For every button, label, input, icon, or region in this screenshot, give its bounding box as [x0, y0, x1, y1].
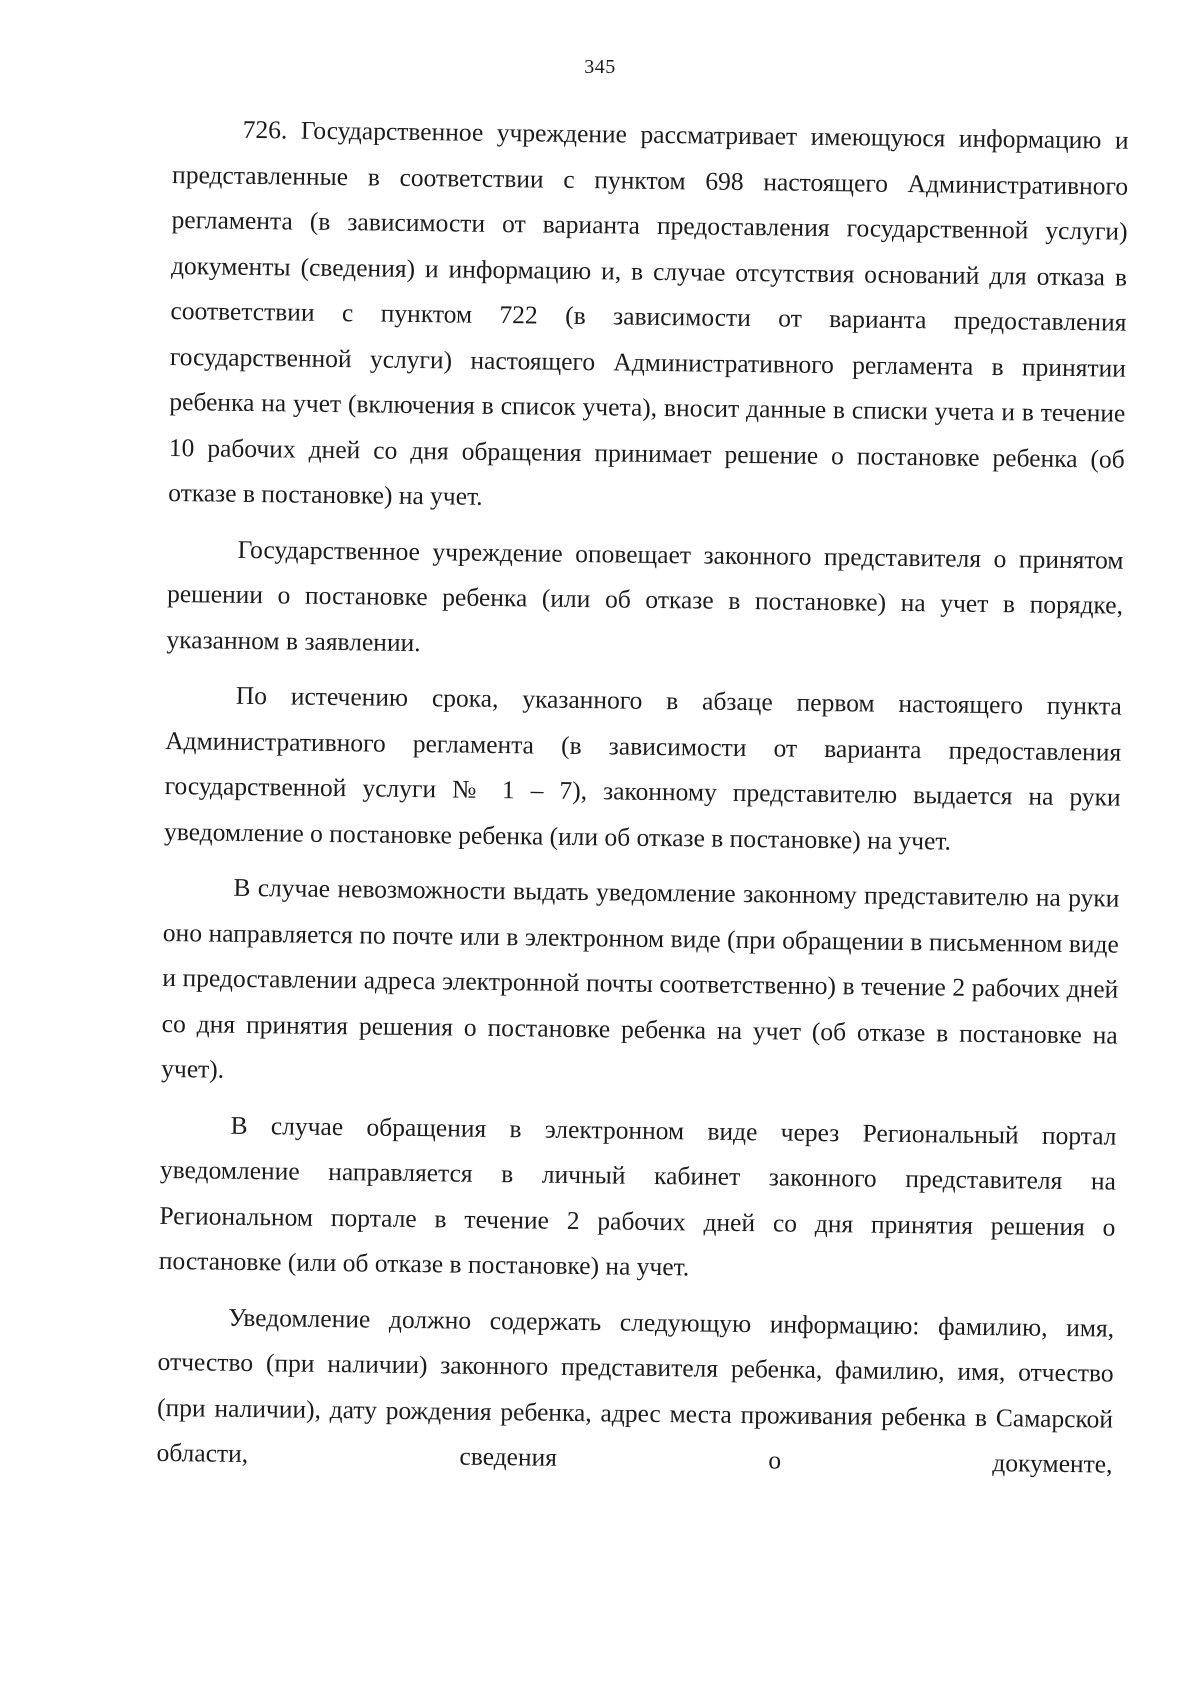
paragraph-issue-notice-in-person: По истечению срока, указанного в абзаце первом настоящего пункта Административного регламента (в зависимости от варианта предоставления государственной услуги № 1 – 7), законному представителю выдается на руки уведомление о постановке ребенка (или об отказе в постановке) на учет.	[163, 680, 1122, 856]
paragraph-regional-portal: В случае обращения в электронном виде через Региональный портал уведомление направляется в личный кабинет законного представителя на Региональном портале в течение 2 рабочих дней со дня принятия решения о постановке (или об отказе в постановке) на учет.	[158, 1110, 1117, 1282]
paragraph-notification-of-decision: Государственное учреждение оповещает законного представителя о принятом решении о постановке ребенка (или об отказе в постановке) на учет в порядке, указанном в заявлении.	[166, 534, 1124, 657]
document-body	[156, 106, 1129, 1487]
paragraph-notice-contents: Уведомление должно содержать следующую информацию: фамилию, имя, отчество (при наличии) законного представителя ребенка, фамилию, имя, отчество (при наличии), дату рождения ребенка, адрес места проживания ребенка в Самарской области, сведения о документе,	[156, 1302, 1115, 1479]
paragraph-726-review: 726. Государственное учреждение рассматривает имеющуюся информацию и представленные в соответствии с пунктом 698 настоящего Административного регламента (в зависимости от варианта предоставления государственной услуги) документы (сведения) и информацию и, в случае отсутствия оснований для отказа в соответствии с пунктом 722 (в зависимости от варианта предоставления государственной услуги) настоящего Административного регламента в принятии ребенка на учет (включения в список учета), вносит данные в списки учета и в течение 10 рабочих дней со дня обращения принимает решение о постановке ребенка (об отказе в постановке) на учет.	[168, 114, 1129, 511]
page-number: 345	[584, 56, 616, 78]
paragraph-send-by-mail-or-email: В случае невозможности выдать уведомление законному представителю на руки оно направляется по почте или в электронном виде (при обращении в письменном виде и предоставлении адреса электронной почты соответственно) в течение 2 рабочих дней со дня принятия решения о постановке ребенка на учет (об отказе в постановке на учет).	[161, 872, 1120, 1084]
